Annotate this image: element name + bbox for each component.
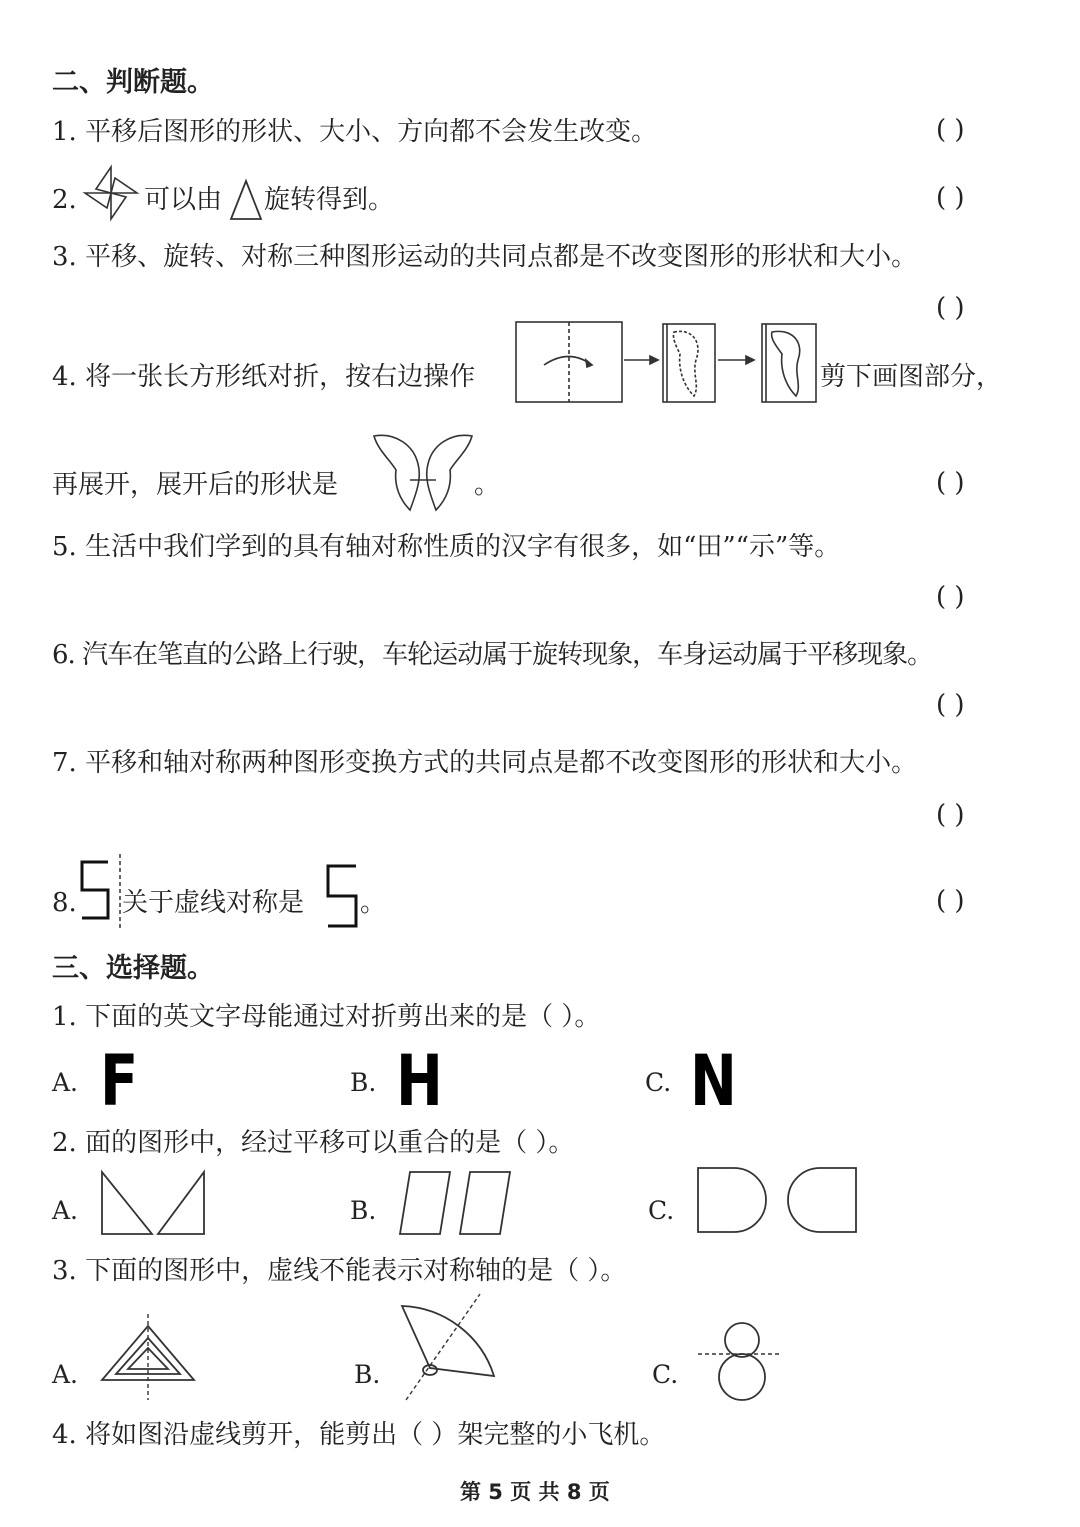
- choice-question-3: 3. 下面的图形中，虚线不能表示对称轴的是（ ）。: [52, 1256, 627, 1286]
- section-3-title: 三、选择题。: [52, 953, 214, 984]
- fan-figure: [400, 1292, 504, 1402]
- triangle-figure: [229, 179, 263, 221]
- answer-paren-4[interactable]: ( ): [936, 468, 965, 498]
- choice-1-option-b-label[interactable]: B.: [350, 1068, 377, 1097]
- letter-n: N: [690, 1040, 737, 1122]
- judge-question-4-part-d: 。: [474, 470, 501, 500]
- judge-question-5: 5. 生活中我们学到的具有轴对称性质的汉字有很多，如“田”“示”等。: [52, 532, 841, 562]
- choice-question-4: 4. 将如图沿虚线剪开，能剪出（ ）架完整的小飞机。: [52, 1420, 666, 1450]
- answer-paren-6[interactable]: ( ): [936, 690, 965, 720]
- s-shape-figure: [78, 852, 128, 932]
- judge-question-3: 3. 平移、旋转、对称三种图形运动的共同点都是不改变图形的形状和大小。: [52, 242, 918, 272]
- answer-paren-1[interactable]: ( ): [936, 115, 965, 145]
- answer-paren-2[interactable]: ( ): [936, 183, 965, 213]
- judge-question-4-part-c: 再展开，展开后的形状是: [52, 470, 339, 500]
- judge-question-2-end: 旋转得到。: [264, 185, 395, 215]
- two-dolphins-figure: [370, 430, 476, 514]
- choice-1-option-c-label[interactable]: C.: [645, 1068, 672, 1097]
- section-2-title: 二、判断题。: [52, 67, 214, 98]
- answer-paren-5[interactable]: ( ): [936, 582, 965, 612]
- figure-eight-figure: [696, 1320, 782, 1404]
- d-shapes-figure: [694, 1164, 862, 1236]
- paper-folding-figure: [514, 320, 824, 406]
- choice-3-option-c-label[interactable]: C.: [652, 1360, 679, 1389]
- judge-question-4-part-b: 剪下画图部分，: [820, 362, 1003, 392]
- choice-2-option-a-label[interactable]: A.: [52, 1196, 79, 1225]
- answer-paren-3[interactable]: ( ): [936, 293, 965, 323]
- choice-2-option-b-label[interactable]: B.: [350, 1196, 377, 1225]
- letter-h: H: [396, 1040, 443, 1122]
- pinwheel-figure: [82, 165, 140, 221]
- judge-question-8-mid: 关于虚线对称是: [122, 888, 305, 918]
- choice-question-1: 1. 下面的英文字母能通过对折剪出来的是（ ）。: [52, 1002, 601, 1032]
- triangles-figure: [98, 1168, 210, 1238]
- letter-f: F: [100, 1040, 139, 1122]
- answer-paren-8[interactable]: ( ): [936, 886, 965, 916]
- nested-triangles-figure: [98, 1314, 198, 1402]
- judge-question-7: 7. 平移和轴对称两种图形变换方式的共同点是都不改变图形的形状和大小。: [52, 748, 918, 778]
- judge-question-2-number: 2.: [52, 185, 77, 215]
- judge-question-8-end: 。: [360, 888, 387, 918]
- mirrored-s-shape-figure: [324, 862, 362, 932]
- judge-question-4-part-a: 4. 将一张长方形纸对折，按右边操作: [52, 362, 476, 392]
- judge-question-6: 6. 汽车在笔直的公路上行驶，车轮运动属于旋转现象，车身运动属于平移现象。: [52, 640, 933, 670]
- choice-question-2: 2. 面的图形中，经过平移可以重合的是（ ）。: [52, 1128, 575, 1158]
- parallelograms-figure: [396, 1168, 516, 1238]
- choice-3-option-b-label[interactable]: B.: [354, 1360, 381, 1389]
- answer-paren-7[interactable]: ( ): [936, 800, 965, 830]
- judge-question-8-number: 8.: [52, 888, 77, 918]
- choice-3-option-a-label[interactable]: A.: [52, 1360, 79, 1389]
- judge-question-1: 1. 平移后图形的形状、大小、方向都不会发生改变。: [52, 117, 658, 147]
- choice-2-option-c-label[interactable]: C.: [648, 1196, 675, 1225]
- judge-question-2-mid: 可以由: [144, 185, 223, 215]
- choice-1-option-a-label[interactable]: A.: [52, 1068, 79, 1097]
- page-footer: 第 5 页 共 8 页: [460, 1480, 610, 1504]
